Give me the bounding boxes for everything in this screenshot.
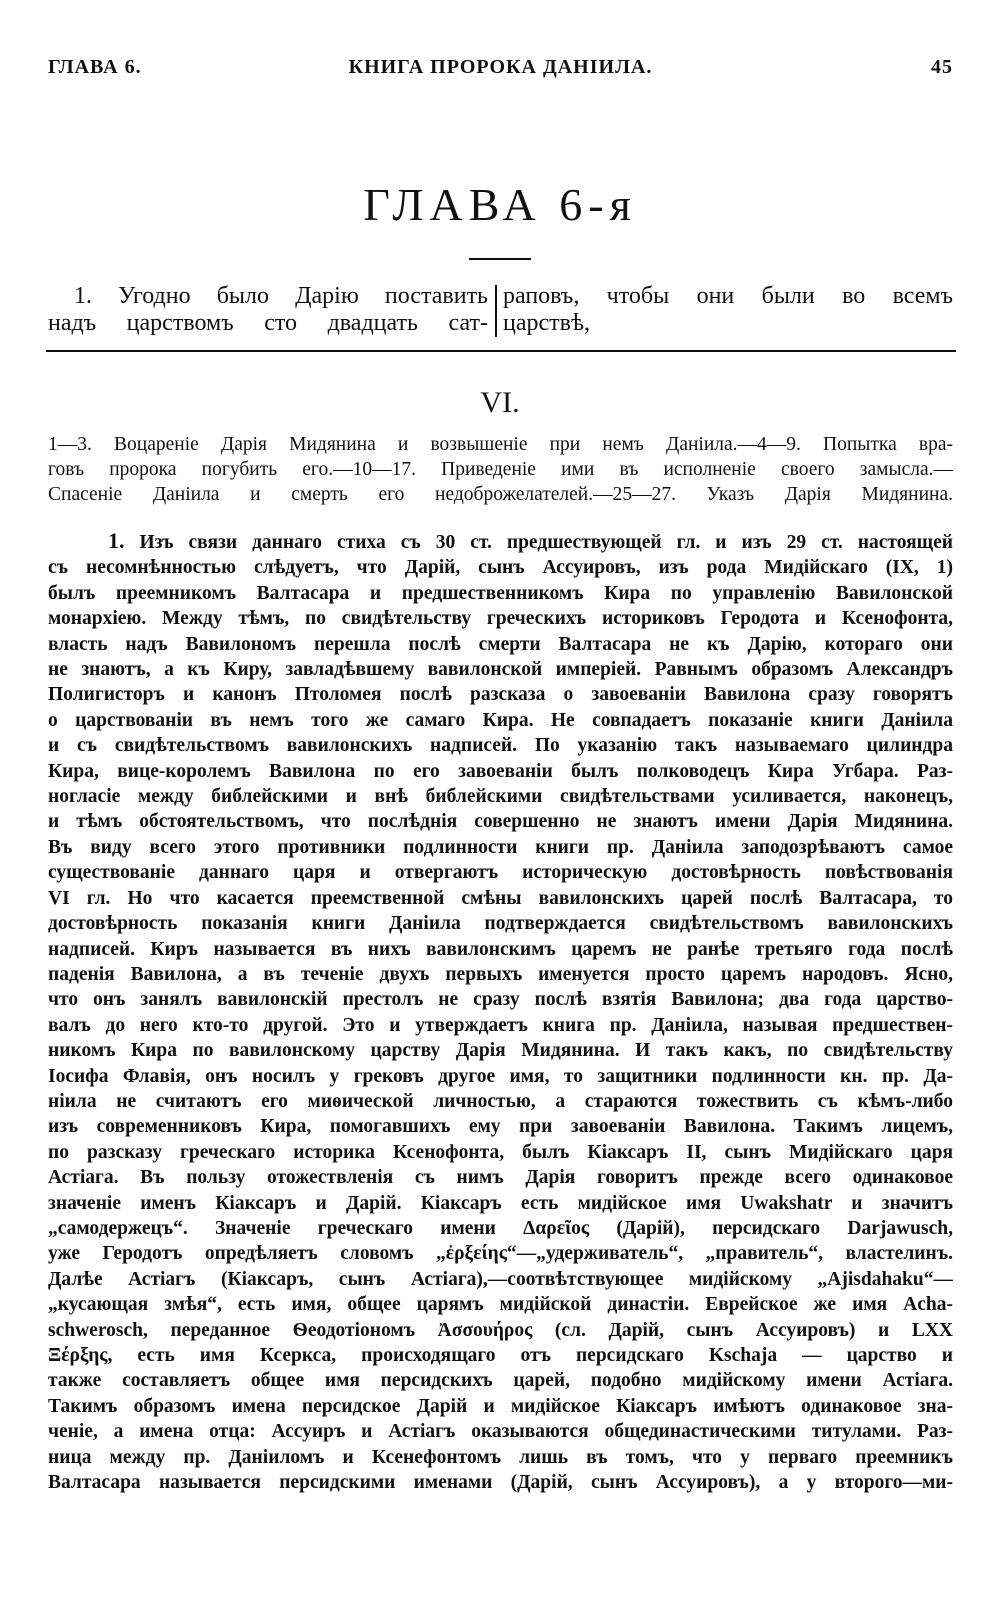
commentary-line: и съ свидѣтельствомъ вавилонскихъ надписей. По указанію такъ называемаго цилиндра xyxy=(48,735,953,757)
verse-line: надъ царствомъ сто двадцать сат- xyxy=(48,310,488,336)
commentary-line: „самодержецъ“. Значеніе греческаго имени Δαρεῖος (Дарій), персидскаго Darjawusch, xyxy=(48,1217,953,1239)
commentary-line: Ξέρξης, есть имя Ксеркса, происходящаго отъ персидскаго Kschaja — царство и xyxy=(48,1345,953,1366)
commentary-line: о царствованіи въ немъ того же самаго Кира. Не совпадаетъ показаніе книги Даніила xyxy=(48,709,953,731)
commentary-line: schwerosch, переданное Ѳеодотіономъ Ἀσσουήρος (сл. Дарій, сынъ Ассуировъ) и LXX xyxy=(48,1319,953,1341)
page-number: 45 xyxy=(931,56,953,78)
commentary-line: что онъ занялъ вавилонскій престолъ не сразу послѣ взятія Вавилона; два года царство- xyxy=(48,989,953,1011)
commentary-line: съ несомнѣнностью слѣдуетъ, что Дарій, сынъ Ассуировъ, изъ рода Мидійскаго (IX, 1) xyxy=(48,557,953,579)
verse-line: раповъ, чтобы они были во всемъ xyxy=(503,283,953,309)
commentary-number: 1. xyxy=(108,528,125,553)
verse-line: 1. Угодно было Дарію поставить xyxy=(74,283,488,309)
commentary-line: паденія Вавилона, а въ теченіе двухъ первыхъ именуется просто царемъ народовъ. Ясно, xyxy=(48,963,953,985)
commentary-line: уже Геродотъ опредѣляетъ словомъ „ἐρξείης“—„удерживатель“, „правитель“, властелинъ. xyxy=(48,1243,953,1265)
commentary-line: Полигисторъ и канонъ Птоломея послѣ разсказа о завоеваніи Вавилона сразу говорятъ xyxy=(48,684,953,706)
commentary-line: былъ преемникомъ Валтасара и предшественникомъ Кира по управленію Вавилонской xyxy=(48,582,953,604)
commentary-line: надписей. Киръ называется въ нихъ вавилонскимъ царемъ не ранѣе третьяго года послѣ xyxy=(48,938,953,960)
running-head-chapter: ГЛАВА 6. xyxy=(48,56,142,78)
commentary-line: не знаютъ, а къ Киру, завладѣвшему вавилонской имперіей. Равнымъ образомъ Александръ xyxy=(48,659,953,681)
running-head xyxy=(48,56,953,86)
commentary-line: Въ виду всего этого противники подлинности книги пр. Даніила заподозрѣваютъ самое xyxy=(48,836,953,858)
summary-line: говъ пророка погубить его.—10—17. Приведеніе ими въ исполненіе своего замысла.— xyxy=(48,459,953,480)
commentary-line: значеніе именъ Кіаксаръ и Дарій. Кіаксаръ есть мидійское имя Uwakshatr и значитъ xyxy=(48,1192,953,1214)
running-head-book-title: КНИГА ПРОРОКА ДАНІИЛА. xyxy=(348,56,653,78)
commentary-line-text: Изъ связи даннаго стиха съ 30 ст. предшествующей гл. и изъ 29 ст. настоящей xyxy=(139,532,953,553)
commentary-line: также составляетъ общее имя персидскихъ царей, подобно мидійскому имени Астіага. xyxy=(48,1370,953,1392)
commentary-line: монархіею. Между тѣмъ, по свидѣтельству греческихъ историковъ Геродота и Ксенофонта, xyxy=(48,608,953,630)
commentary-line: ница между пр. Даніиломъ и Ксенефонтомъ лишь въ томъ, что у перваго преемникъ xyxy=(48,1446,953,1468)
commentary-line: и тѣмъ обстоятельствомъ, что послѣднія совершенно не знаютъ имени Дарія Мидянина. xyxy=(48,811,953,833)
section-number: VI. xyxy=(480,386,520,419)
commentary-line: „кусающая змѣя“, есть имя, общее царямъ мидійской династіи. Еврейское же имя Acha- xyxy=(48,1294,953,1316)
chapter-title: ГЛАВА 6-я xyxy=(363,179,637,230)
commentary-line: ногласіе между библейскими и внѣ библейскими свидѣтельствами усиливается, наконецъ, xyxy=(48,786,953,808)
scripture-verse xyxy=(48,283,953,341)
section-summary xyxy=(48,432,953,507)
column-divider xyxy=(495,285,497,337)
commentary-line: валъ до него кто-то другой. Это и утверждаетъ книга пр. Даніила, называя предшествен- xyxy=(48,1014,953,1036)
commentary-line: изъ современниковъ Кира, помогавшихъ ему при завоеваніи Вавилона. Такимъ лицемъ, xyxy=(48,1116,953,1138)
commentary-line: по разсказу греческаго историка Ксенофонта, былъ Кіаксаръ II, сынъ Мидійскаго царя xyxy=(48,1141,953,1163)
title-rule xyxy=(469,258,531,260)
commentary-line: никомъ Кира по вавилонскому царству Дарія Мидянина. И такъ какъ, по свидѣтельству xyxy=(48,1040,953,1062)
commentary-line: Далѣе Астіагъ (Кіаксаръ, сынъ Астіага),—соотвѣтствующее мидійскому „Ajisdahaku“— xyxy=(48,1268,953,1290)
commentary-line: Валтасара называется персидскими именами (Дарій, сынъ Ассуировъ), а у второго—ми- xyxy=(48,1472,953,1494)
verse-left-column xyxy=(48,283,488,337)
commentary-line: достовѣрность показанія книги Даніила подтверждается свидѣтельствомъ вавилонскихъ xyxy=(48,913,953,935)
commentary-line: власть надъ Вавилономъ перешла послѣ смерти Валтасара не къ Дарію, котораго они xyxy=(48,633,953,655)
verse-line: царствѣ, xyxy=(503,310,590,336)
verse-rule xyxy=(46,350,956,352)
commentary-line: ченіе, а имена отца: Ассуиръ и Астіагъ оказываются общединастическими титулами. Раз- xyxy=(48,1421,953,1443)
commentary-line: ніила не считаютъ его миѳической личностью, а стараются тожествить съ кѣмъ-либо xyxy=(48,1090,953,1112)
commentary-line xyxy=(48,528,953,555)
commentary-line: Такимъ образомъ имена персидское Дарій и мидійское Кіаксаръ имѣютъ одинаковое зна- xyxy=(48,1395,953,1417)
commentary-text xyxy=(48,528,953,1495)
commentary-line: существованіе даннаго царя и отвергаютъ историческую достовѣрность повѣствованія xyxy=(48,862,953,884)
verse-right-column xyxy=(503,283,953,337)
commentary-line: VI гл. Но что касается преемственной смѣны вавилонскихъ царей послѣ Валтасара, то xyxy=(48,887,953,909)
summary-line: 1—3. Воцареніе Дарія Мидянина и возвышеніе при немъ Даніила.—4—9. Попытка вра- xyxy=(48,434,953,455)
commentary-line: Кира, вице-королемъ Вавилона по его завоеваніи былъ полководецъ Кира Угбара. Раз- xyxy=(48,760,953,782)
commentary-line: Іосифа Флавія, онъ носилъ у грековъ другое имя, то защитники подлинности кн. пр. Да- xyxy=(48,1065,953,1087)
commentary-line: Астіага. Въ пользу отожествленія съ нимъ Дарія говоритъ прежде всего одинаковое xyxy=(48,1167,953,1189)
summary-line: Спасеніе Даніила и смерть его недоброжелателей.—25—27. Указъ Дарія Мидянина. xyxy=(48,484,953,505)
